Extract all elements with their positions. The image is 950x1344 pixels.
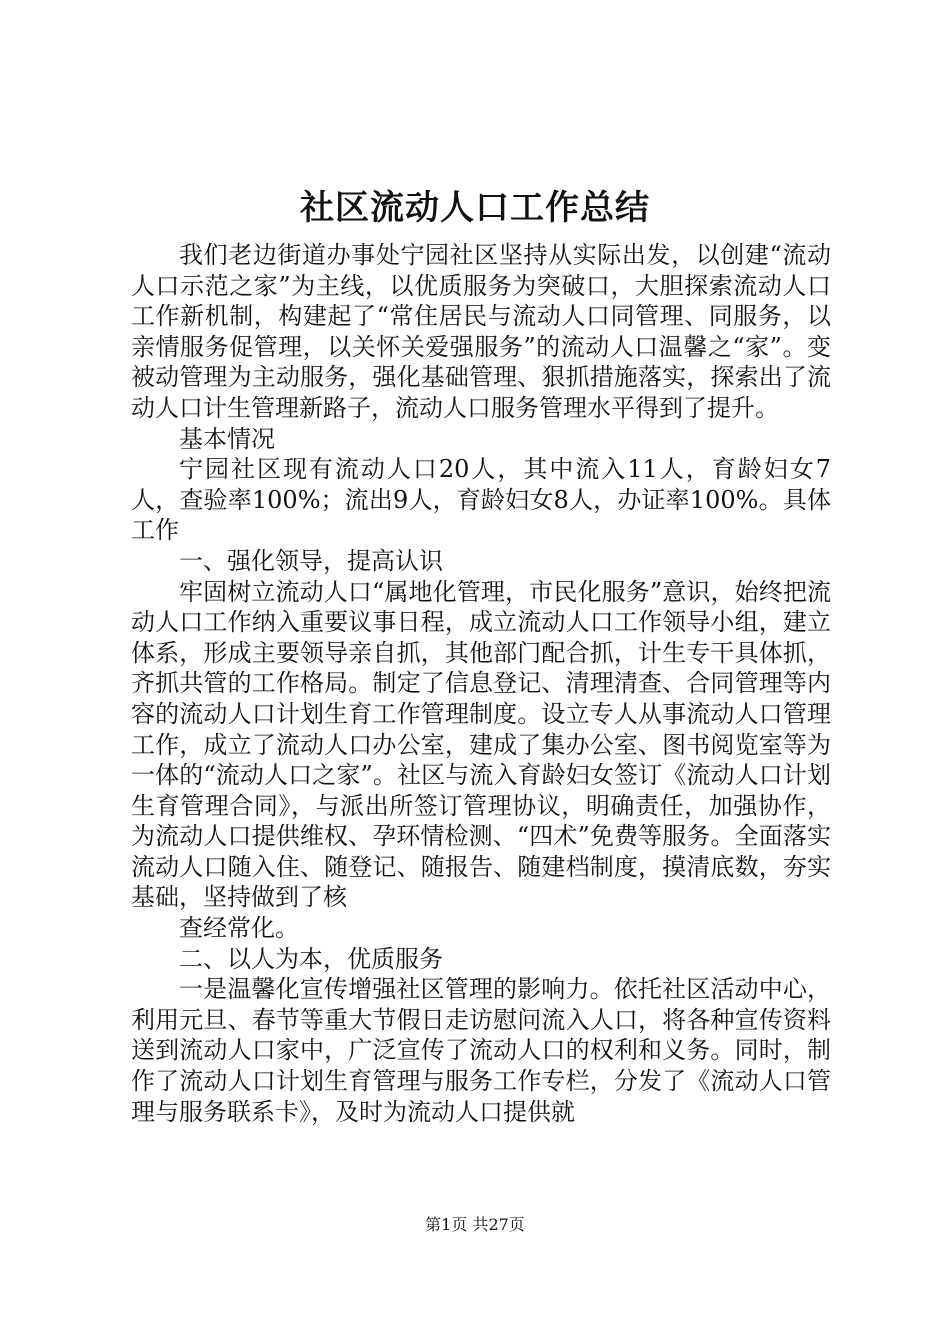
document-body: [131, 240, 831, 1127]
section-heading-1: 一、强化领导，提高认识: [179, 546, 443, 575]
paragraph-continuation: 查经常化。: [179, 914, 299, 943]
section-heading-basic-info: 基本情况: [179, 424, 275, 453]
paragraph-section-1: 牢固树立流动人口“属地化管理，市民化服务”意识，始终把流动人口工作纳入重要议事日程，成立流动人口工作领导小组，建立体系，形成主要领导亲自抓，其他部门配合抓，计生专干具体抓，齐抓共管的工作格局。制定了信息登记、清理清查、合同管理等内容的流动人口计划生育工作管理制度。设立专人从事流动人口管理工作，成立了流动人口办公室，建成了集办公室、图书阅览室等为一体的“流动人口之家”。社区与流入育龄妇女签订《流动人口计划生育管理合同》，与派出所签订管理协议，明确责任，加强协作，为流动人口提供维权、孕环情检测、“四术”免费等服务。全面落实流动人口随入住、随登记、随报告、随建档制度，摸清底数，夯实基础，坚持做到了核: [131, 577, 831, 912]
paragraph-section-2: 一是温馨化宣传增强社区管理的影响力。依托社区活动中心，利用元旦、春节等重大节假日走访慰问流入人口，将各种宣传资料送到流动人口家中，广泛宣传了流动人口的权利和义务。同时，制作了流动人口计划生育管理与服务工作专栏，分发了《流动人口管理与服务联系卡》，及时为流动人口提供就: [131, 975, 831, 1126]
page-number-footer: 第1页 共27页: [425, 1215, 525, 1234]
section-heading-2: 二、以人为本，优质服务: [179, 944, 443, 973]
document-title: 社区流动人口工作总结: [300, 188, 650, 228]
paragraph-intro: 我们老边街道办事处宁园社区坚持从实际出发，以创建“流动人口示范之家”为主线，以优质服务为突破口，大胆探索流动人口工作新机制，构建起了“常住居民与流动人口同管理、同服务，以亲情服务促管理，以关怀关爱强服务”的流动人口温馨之“家”。变被动管理为主动服务，强化基础管理、狠抓措施落实，探索出了流动人口计生管理新路子，流动人口服务管理水平得到了提升。: [131, 241, 831, 422]
paragraph-basic-info: 宁园社区现有流动人口20人，其中流入11人，育龄妇女7人，查验率100%；流出9人，育龄妇女8人，办证率100%。具体工作: [131, 455, 831, 545]
